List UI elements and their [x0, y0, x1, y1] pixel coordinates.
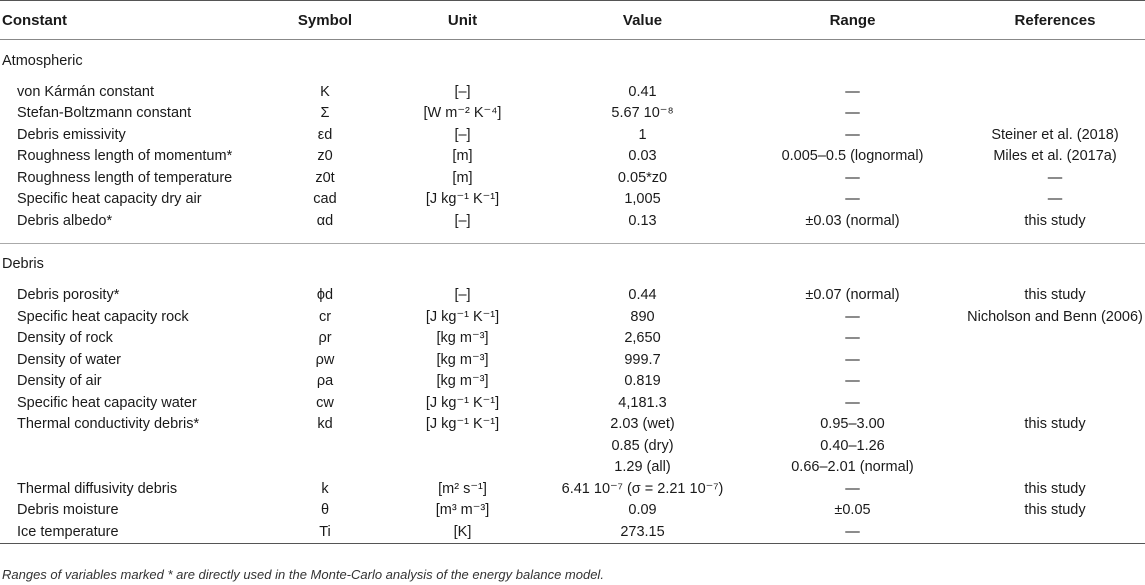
cell-value: 0.819	[624, 373, 661, 390]
cell-constant	[0, 457, 270, 479]
cell-symbol: Κ	[320, 83, 330, 100]
table-row	[0, 521, 1145, 543]
header-unit: Unit	[380, 1, 545, 40]
cell-value: 0.41	[628, 83, 657, 100]
cell-range: —	[845, 480, 860, 497]
cell-value: 2,650	[624, 330, 661, 347]
cell-reference: Nicholson and Benn (2006)	[967, 308, 1143, 325]
cell-reference: this study	[1024, 287, 1086, 304]
cell-symbol: ρa	[316, 373, 334, 390]
table-row	[0, 349, 1145, 371]
cell-constant: von Kármán constant	[17, 83, 155, 100]
section-spacer	[0, 232, 1145, 244]
cell-value: 0.85 (dry)	[611, 437, 674, 454]
section-title: Debris	[0, 243, 1145, 285]
cell-unit: [m]	[452, 169, 473, 186]
table-row	[0, 167, 1145, 189]
cell-range: ±0.05	[834, 502, 871, 519]
cell-unit: [J kg⁻¹ K⁻¹]	[425, 308, 500, 325]
cell-symbol: Σ	[320, 105, 330, 122]
cell-symbol: αd	[316, 212, 334, 229]
cell-symbol: ρr	[318, 330, 332, 347]
section-header-row	[0, 40, 1145, 82]
section-header-row	[0, 243, 1145, 285]
cell-reference	[965, 349, 1145, 371]
cell-symbol: z0t	[315, 169, 335, 186]
cell-reference: this study	[1024, 416, 1086, 433]
table-row	[0, 103, 1145, 125]
table-row	[0, 124, 1145, 146]
cell-unit: [J kg⁻¹ K⁻¹]	[425, 416, 500, 433]
cell-constant: Roughness length of temperature	[17, 169, 233, 186]
cell-unit: [kg m⁻³]	[436, 330, 489, 347]
cell-unit: [–]	[454, 126, 471, 143]
cell-reference: Miles et al. (2017a)	[993, 148, 1117, 165]
table-row	[0, 457, 1145, 479]
header-symbol: Symbol	[270, 1, 380, 40]
cell-symbol: cad	[313, 191, 337, 208]
cell-range: ±0.03 (normal)	[805, 212, 900, 229]
spacer-cell	[0, 232, 1145, 244]
cell-constant	[0, 435, 270, 457]
cell-value: 999.7	[624, 351, 661, 368]
cell-unit: [m]	[452, 148, 473, 165]
cell-constant: Debris albedo*	[17, 212, 113, 229]
table-row	[0, 328, 1145, 350]
table-row	[0, 392, 1145, 414]
cell-value: 6.41 10⁻⁷ (σ = 2.21 10⁻⁷)	[561, 480, 724, 497]
cell-range: 0.95–3.00	[820, 416, 885, 433]
cell-reference	[965, 328, 1145, 350]
table-row	[0, 371, 1145, 393]
cell-unit: [J kg⁻¹ K⁻¹]	[425, 191, 500, 208]
cell-reference: Steiner et al. (2018)	[991, 126, 1119, 143]
cell-value: 1.29 (all)	[614, 459, 671, 476]
cell-unit: [m³ m⁻³]	[435, 502, 490, 519]
cell-value: 2.03 (wet)	[610, 416, 675, 433]
cell-constant: Roughness length of momentum*	[17, 148, 233, 165]
cell-constant: Specific heat capacity rock	[17, 308, 189, 325]
table-row	[0, 500, 1145, 522]
cell-constant: Debris moisture	[17, 502, 119, 519]
cell-constant: Thermal diffusivity debris	[17, 480, 178, 497]
cell-unit: [J kg⁻¹ K⁻¹]	[425, 394, 500, 411]
cell-reference: —	[1047, 191, 1063, 208]
cell-reference	[965, 371, 1145, 393]
cell-constant: Ice temperature	[0, 521, 270, 543]
cell-constant: Density of air	[17, 373, 102, 390]
cell-reference: this study	[1024, 212, 1086, 229]
cell-value: 890	[630, 308, 655, 325]
cell-range: —	[845, 126, 860, 143]
cell-reference: this study	[1024, 480, 1086, 497]
table-row	[0, 306, 1145, 328]
header-constant: Constant	[0, 1, 270, 40]
table-row	[0, 414, 1145, 436]
cell-symbol: cr	[318, 308, 332, 325]
cell-unit: [–]	[454, 83, 471, 100]
cell-range: ±0.07 (normal)	[805, 287, 900, 304]
cell-range: —	[845, 308, 860, 325]
cell-range: —	[845, 105, 860, 122]
cell-reference: —	[1047, 169, 1063, 186]
table-footnote: Ranges of variables marked * are directly used in the Monte-Carlo analysis of the energy balance model.	[2, 567, 604, 582]
cell-constant: Density of water	[17, 351, 121, 368]
cell-unit: [kg m⁻³]	[436, 351, 489, 368]
cell-unit	[380, 457, 545, 479]
cell-symbol	[270, 435, 380, 457]
cell-range: —	[845, 83, 860, 100]
table-row	[0, 210, 1145, 232]
cell-range: 0.40–1.26	[820, 437, 885, 454]
cell-unit: [kg m⁻³]	[436, 373, 489, 390]
cell-constant: Specific heat capacity water	[17, 394, 197, 411]
cell-unit: [W m⁻² K⁻⁴]	[423, 105, 502, 122]
cell-value: 1,005	[624, 191, 661, 208]
table-row	[0, 478, 1145, 500]
cell-reference	[965, 392, 1145, 414]
table-row	[0, 435, 1145, 457]
cell-value: 0.44	[628, 287, 657, 304]
header-references: References	[965, 1, 1145, 40]
cell-value: 5.67 10⁻⁸	[611, 105, 674, 122]
cell-constant: Debris emissivity	[17, 126, 126, 143]
table-row	[0, 81, 1145, 103]
cell-unit: [–]	[454, 287, 471, 304]
table-row	[0, 285, 1145, 307]
table-row	[0, 146, 1145, 168]
cell-value: 1	[638, 126, 647, 143]
cell-reference: this study	[1024, 502, 1086, 519]
cell-symbol: Ti	[270, 521, 380, 543]
table-row	[0, 189, 1145, 211]
cell-symbol	[270, 457, 380, 479]
cell-value: 4,181.3	[618, 394, 667, 411]
cell-value: 0.05*z0	[617, 169, 668, 186]
cell-reference	[965, 81, 1145, 103]
cell-unit: [–]	[454, 212, 471, 229]
cell-symbol: ρw	[315, 351, 335, 368]
cell-reference	[965, 457, 1145, 479]
cell-symbol: z0	[317, 148, 333, 165]
cell-symbol: cw	[316, 394, 334, 411]
cell-value: 0.13	[628, 212, 657, 229]
cell-range: 0.66–2.01 (normal)	[791, 459, 914, 476]
cell-range: 0.005–0.5 (lognormal)	[781, 148, 924, 165]
cell-symbol: k	[321, 480, 329, 497]
table-header-row	[0, 1, 1145, 40]
cell-symbol: ϕd	[316, 287, 334, 304]
cell-range: —	[845, 169, 860, 186]
cell-symbol: θ	[320, 502, 330, 519]
cell-unit: [K]	[380, 521, 545, 543]
cell-symbol: kd	[317, 416, 333, 433]
cell-constant: Specific heat capacity dry air	[17, 191, 202, 208]
cell-constant: Debris porosity*	[17, 287, 120, 304]
cell-constant: Density of rock	[17, 330, 113, 347]
cell-range: —	[740, 521, 965, 543]
cell-range: —	[845, 351, 860, 368]
cell-value: 0.09	[628, 502, 657, 519]
cell-reference	[965, 103, 1145, 125]
cell-constant: Stefan-Boltzmann constant	[17, 105, 192, 122]
cell-range: —	[845, 330, 860, 347]
header-value: Value	[545, 1, 740, 40]
cell-reference	[965, 435, 1145, 457]
cell-unit: [m² s⁻¹]	[438, 480, 487, 497]
cell-value: 273.15	[545, 521, 740, 543]
cell-value: 0.03	[628, 148, 657, 165]
cell-range: —	[845, 191, 860, 208]
cell-range: —	[845, 394, 860, 411]
cell-range: —	[845, 373, 860, 390]
cell-symbol: εd	[317, 126, 333, 143]
cell-reference	[965, 521, 1145, 543]
header-range: Range	[740, 1, 965, 40]
table-body	[0, 40, 1145, 544]
cell-unit	[380, 435, 545, 457]
cell-constant: Thermal conductivity debris*	[17, 416, 200, 433]
section-title: Atmospheric	[0, 40, 1145, 82]
